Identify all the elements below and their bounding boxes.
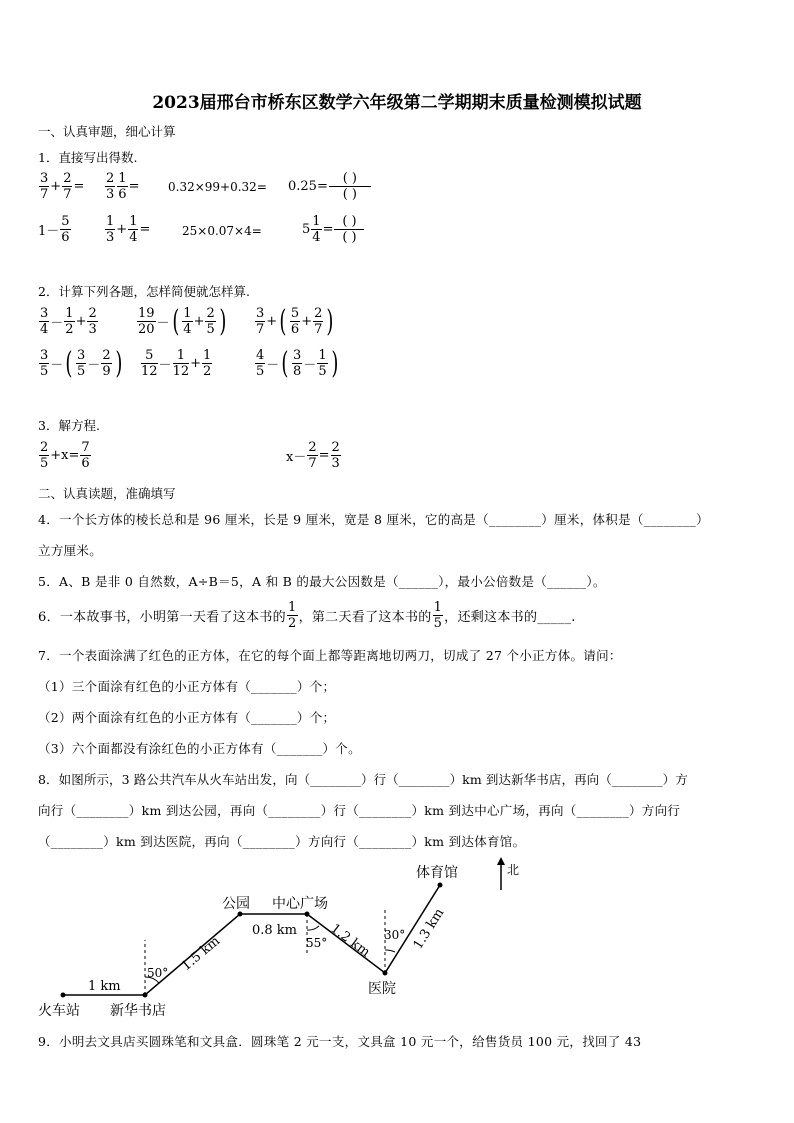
q2-item-2: $\frac{19}{20}$ － ( $\frac{1}{4}$ + $\frac{2}{5}$ )	[138, 303, 227, 339]
angle-arc-55	[307, 926, 319, 930]
label-hospital: 医院	[368, 981, 396, 997]
q1-item-6: $\frac{1}{3}$ + $\frac{1}{4}$ =	[106, 214, 151, 245]
label-park: 公园	[222, 896, 250, 912]
page-title: 2023届邢台市桥东区数学六年级第二学期期末质量检测模拟试题	[152, 93, 642, 113]
dot-gym	[438, 883, 443, 888]
q3-equation-2: x－ $\frac{2}{7}$ = $\frac{2}{3}$	[286, 440, 340, 471]
label-plaza: 中心广场	[272, 896, 328, 912]
angle-30: 30°	[384, 928, 406, 942]
question-5: 5．A、B 是非 0 自然数，A÷B＝5，A 和 B 的最大公因数是（______），最小公倍数是（______）。	[38, 574, 606, 589]
q2-item-3: $\frac{3}{7}$ + ( $\frac{5}{6}$ + $\frac{2}{7}$ )	[256, 303, 334, 339]
q3-equation-1: $\frac{2}{5}$ +x= $\frac{7}{6}$	[40, 440, 90, 471]
dist-5: 1.3 km	[410, 905, 448, 953]
q1-item-3: 0.32×99+0.32=	[168, 180, 267, 194]
question-7: 7．一个表面涂满了红色的正方体，在它的每个面上都等距离地切两刀，切成了 27 个小正方体。请问：	[38, 648, 622, 663]
dot-station	[61, 993, 66, 998]
section-2-heading: 二、认真读题，准确填写	[38, 486, 176, 501]
q1-item-8: 5 $\frac{1}{4}$ = $\frac{( )}{( )}$	[302, 214, 365, 245]
label-bookstore: 新华书店	[110, 1003, 166, 1019]
question-8-line-3: （________）km 到达医院，再向（________）方向行（________）km 到达体育馆。	[38, 834, 526, 849]
dist-1: 1 km	[88, 979, 121, 994]
dist-3: 0.8 km	[252, 923, 298, 938]
question-8-line-2: 向行（________）km 到达公园，再向（________）行（________）km 到达中心广场，再向（________）方向行	[38, 803, 681, 818]
dist-2: 1.5 km	[178, 933, 224, 975]
angle-50: 50°	[147, 966, 169, 980]
question-1-label: 1．直接写出得数.	[38, 150, 138, 165]
dot-bookstore	[143, 993, 148, 998]
dot-park	[238, 912, 243, 917]
q1-item-7: 25×0.07×4=	[182, 224, 262, 238]
question-7-part-1: （1）三个面涂有红色的小正方体有（_______）个；	[38, 679, 336, 694]
q1-item-5: 1－ $\frac{5}{6}$	[38, 214, 70, 245]
dot-hospital	[383, 971, 388, 976]
label-station: 火车站	[38, 1003, 80, 1019]
angle-arc-30	[385, 950, 395, 952]
label-north: 北	[507, 863, 520, 877]
route-map	[30, 855, 570, 1025]
question-9: 9．小明去文具店买圆珠笔和文具盒．圆珠笔 2 元一支，文具盒 10 元一个，给售货员 100 元，找回了 43	[38, 1034, 642, 1049]
question-7-part-3: （3）六个面都没有涂红色的小正方体有（_______）个。	[38, 741, 361, 756]
q1-item-2: $\frac{2}{3}$ $\frac{1}{6}$ =	[106, 171, 140, 202]
question-4-line-2: 立方厘米。	[38, 543, 103, 558]
q1-item-1: $\frac{3}{7}$ + $\frac{2}{7}$ =	[40, 171, 85, 202]
label-gym: 体育馆	[416, 865, 458, 881]
q2-item-1: $\frac{3}{4}$ － $\frac{1}{2}$ + $\frac{2}{3}$	[40, 306, 97, 337]
dot-plaza	[305, 912, 310, 917]
dist-4: 1.2 km	[327, 921, 373, 961]
q2-item-5: $\frac{5}{12}$ － $\frac{1}{12}$ + $\frac{1}{2}$	[141, 348, 212, 379]
question-4-line-1: 4．一个长方体的棱长总和是 96 厘米，长是 9 厘米，宽是 8 厘米，它的高是（________）厘米，体积是（________）	[38, 512, 709, 527]
question-7-part-2: （2）两个面涂有红色的小正方体有（_______）个；	[38, 710, 336, 725]
angle-55: 55°	[306, 936, 328, 950]
north-arrow-icon	[497, 857, 505, 865]
question-6: 6．一本故事书，小明第一天看了这本书的 $\frac{1}{2}$ ，第二天看了这本书的 $\frac{1}{5}$ ，还剩这本书的_____.	[38, 600, 576, 631]
q1-item-4: 0.25= $\frac{( )}{( )}$	[288, 171, 372, 202]
section-1-heading: 一、认真审题，细心计算	[38, 124, 176, 139]
q2-item-6: $\frac{4}{5}$ － ( $\frac{3}{8}$ － $\frac{1}{5}$ )	[256, 345, 338, 381]
q2-item-4: $\frac{3}{5}$ － ( $\frac{3}{5}$ － $\frac{2}{9}$ )	[40, 345, 122, 381]
question-2-label: 2．计算下列各题，怎样简便就怎样算.	[38, 284, 250, 299]
question-3-label: 3．解方程.	[38, 418, 100, 433]
question-8-line-1: 8．如图所示，3 路公共汽车从火车站出发，向（________）行（________）km 到达新华书店，再向（________）方	[38, 772, 688, 787]
